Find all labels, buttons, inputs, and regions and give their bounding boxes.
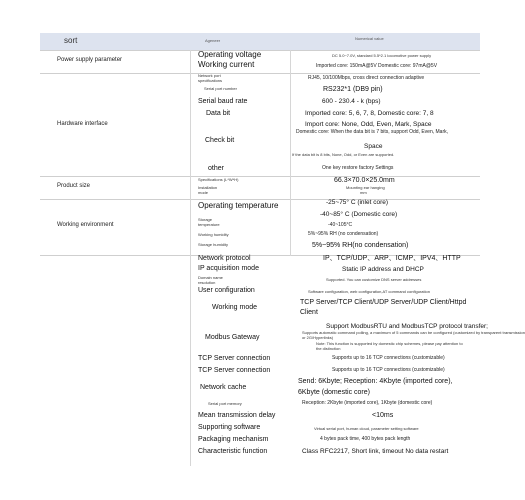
- value-network-cache-1: Send: 6Kbyte; Reception: 4Kbyte (imported core),: [298, 378, 453, 385]
- param-storage-temp: Storage: [198, 217, 213, 222]
- param-network-cache: Network cache: [200, 384, 247, 391]
- param-other: other: [208, 165, 224, 172]
- value-operating-temp-2: -40~85° C (Domestic core): [320, 211, 398, 218]
- param-working-mode: Working mode: [212, 304, 258, 311]
- value-storage-humidity: 5%~95% RH(no condensation): [312, 242, 409, 249]
- value-network-cache-2: 6Kbyte (domestic core): [298, 389, 370, 396]
- param-domain-2: resolution: [198, 280, 216, 285]
- param-user-config: User configuration: [198, 287, 255, 294]
- param-domain: Domain name: [198, 275, 223, 280]
- value-transmission-delay: <10ms: [372, 412, 394, 419]
- value-ip-mode: Static IP address and DHCP: [342, 266, 424, 273]
- value-working-mode-1: TCP Server/TCP Client/UDP Server/UDP Client/Httpd: [300, 299, 467, 306]
- value-serial-memory: Reception: 2Kbyte (imported core), 1Kbyte (domestic core): [302, 400, 433, 406]
- value-check-bit-2: Domestic core: When the data bit is 7 bits, support Odd, Even, Mark,: [296, 129, 449, 135]
- param-modbus-gateway: Modbus Gateway: [205, 334, 260, 341]
- value-operating-voltage: DC 5.0~7.0V, standard 5.5*2.1 locomotive power supply: [332, 53, 432, 58]
- value-tcp-server-1: Supports up to 16 TCP connections (customizable): [332, 355, 445, 361]
- value-working-mode-2: Client: [300, 309, 318, 316]
- param-transmission-delay: Mean transmission delay: [198, 412, 276, 419]
- param-characteristic: Characteristic function: [198, 448, 268, 455]
- value-installation-2: mm: [360, 190, 367, 195]
- param-tcp-server-2: TCP Server connection: [198, 367, 271, 374]
- category-hardware: Hardware interface: [57, 121, 108, 127]
- column-divider: [190, 50, 191, 466]
- value-data-bit: Imported core: 5, 6, 7, 8, Domestic core: 7, 8: [305, 110, 434, 117]
- divider: [40, 176, 480, 177]
- value-serial-port-number: RS232*1 (DB9 pin): [323, 86, 383, 93]
- param-ip-mode: IP acquisition mode: [198, 265, 259, 272]
- divider: [40, 199, 480, 200]
- value-operating-temp-1: -25~75° C (inlet core): [326, 199, 389, 206]
- param-data-bit: Data bit: [206, 110, 231, 117]
- param-specifications: Specifications (L*W*H): [198, 177, 239, 182]
- value-domain: Supported. You can customize DNS server addresses: [326, 277, 422, 282]
- param-supporting-software: Supporting software: [198, 424, 261, 431]
- param-working-humidity: Working humidity: [198, 232, 229, 237]
- value-modbus-3: or 2G/Hyperlinks): [302, 335, 334, 340]
- param-serial-memory: Serial port memory: [208, 401, 242, 406]
- value-specifications: 66.3×70.0×25.0mm: [334, 177, 395, 184]
- value-storage-temp: -40~105°C: [328, 222, 353, 228]
- param-packaging: Packaging mechanism: [198, 436, 269, 443]
- param-installation: Installation: [198, 185, 218, 190]
- divider: [40, 73, 480, 74]
- value-check-bit-1: Import core: None, Odd, Even, Mark, Space: [305, 121, 432, 128]
- param-network-protocol: Network protocol: [198, 255, 251, 262]
- value-network-protocol: IP、TCP/UDP、ARP、ICMP、IPV4、HTTP: [323, 255, 461, 262]
- param-installation-2: mode: [198, 190, 209, 195]
- param-network-port-2: specifications: [198, 78, 223, 83]
- value-baud-rate: 600 - 230.4 - k (bps): [322, 98, 381, 105]
- value-user-config: Software configuration, web configuration,AT command configuration: [308, 289, 430, 294]
- value-packaging: 4 bytes pack time, 400 bytes pack length: [320, 436, 411, 442]
- category-power: Power supply parameter: [57, 57, 123, 63]
- value-supporting-software: Virtual serial port, human cloud, parameter setting software: [314, 426, 419, 431]
- param-check-bit: Check bit: [205, 137, 235, 144]
- column-divider: [290, 50, 291, 256]
- value-working-current: Imported core: 150mA@5V Domestic core: 97mA@5V: [316, 63, 438, 69]
- header-sort: sort: [64, 36, 78, 45]
- value-network-port: RJ45, 10/100Mbps, cross direct connection adaptive: [308, 75, 425, 81]
- value-modbus-4: Note: This function is supported by domestic chip schemes, please pay attention to: [316, 341, 463, 346]
- table-header: [40, 33, 480, 50]
- header-value: Numerical value: [355, 36, 384, 41]
- spec-table: [40, 33, 525, 466]
- param-baud-rate: Serial baud rate: [198, 98, 248, 105]
- category-environment: Working environment: [57, 222, 114, 228]
- value-modbus-2: Supports automatic command polling, a maximum of 5 commands can be configured (customized by transparent transmission: [302, 330, 525, 335]
- header-parameter: Ageneer: [205, 38, 221, 43]
- value-tcp-server-2: Supports up to 16 TCP connections (customizable): [332, 367, 445, 373]
- param-working-current: Working current: [198, 60, 255, 69]
- value-characteristic: Class RFC2217, Short link, timeout No data restart: [302, 448, 449, 455]
- value-installation: Mounting ear hanging: [346, 185, 385, 190]
- param-tcp-server-1: TCP Server connection: [198, 355, 271, 362]
- value-working-humidity: 5%~95% RH (no condensation): [308, 231, 379, 237]
- param-storage-temp-2: temperature: [198, 222, 220, 227]
- value-other: One key restore factory Settings: [322, 165, 394, 171]
- param-operating-voltage: Operating voltage: [198, 50, 262, 59]
- value-check-bit-3: Space: [364, 143, 383, 150]
- category-size: Product size: [57, 183, 91, 189]
- value-modbus-1: Support ModbusRTU and ModbusTCP protocol transfer;: [326, 323, 488, 330]
- param-network-port: Network port: [198, 73, 221, 78]
- param-operating-temperature: Operating temperature: [198, 201, 279, 210]
- param-storage-humidity: Storage humidity: [198, 242, 229, 247]
- value-modbus-5: the distinction: [316, 346, 341, 351]
- param-serial-port-number: Serial port number: [204, 86, 237, 91]
- value-check-bit-4: If the data bit is 8 bits, None, Odd, or Even are supported.: [292, 152, 395, 157]
